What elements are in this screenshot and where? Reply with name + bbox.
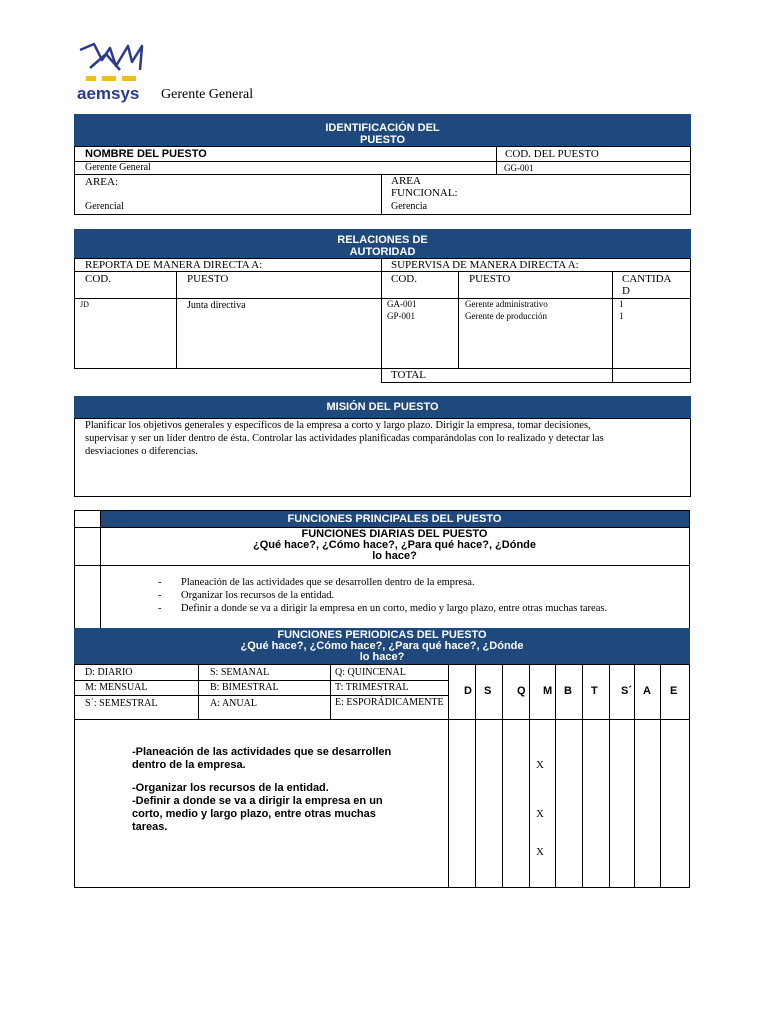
diarias-question-1: ¿Qué hace?, ¿Cómo hace?, ¿Para qué hace?, ¿Dónde (253, 539, 536, 551)
reporta-puesto-value: Junta directiva (187, 300, 246, 311)
legend-semanal: S: SEMANAL (210, 667, 270, 678)
legend-esporadicamente-text: E: ESPORÁDICAMENTE (335, 697, 444, 708)
periodicas-line-6: tareas. (132, 821, 168, 833)
periodicas-line-2: dentro de la empresa. (132, 759, 246, 771)
diarias-item-2: Organizar los recursos de la entidad. (181, 590, 335, 601)
diarias-dash-3: - (158, 603, 162, 614)
area-value: Gerencial (85, 201, 124, 212)
nombre-puesto-label: NOMBRE DEL PUESTO (85, 148, 207, 160)
freq-col-d: D (464, 685, 472, 697)
diarias-item-3: Definir a donde se va a dirigir la empresa en un corto, medio y largo plazo, entre otras muchas tareas. (181, 603, 608, 614)
legend-trimestral: T: TRIMESTRAL (335, 682, 409, 693)
freq-col-s2: S´ (621, 685, 632, 697)
freq-col-m: M (543, 685, 553, 697)
identificacion-header (74, 114, 691, 147)
nombre-puesto-value: Gerente General (85, 162, 151, 173)
freq-col-a: A (643, 685, 651, 697)
periodicas-line-3: -Organizar los recursos de la entidad. (132, 782, 329, 794)
mark-mensual-3: X (536, 846, 544, 858)
mision-line-2: supervisar y ser un líder dentro de ésta. Controlar las actividades planificadas comparándolas con lo realizado y detectar las (85, 433, 604, 444)
freq-col-t: T (591, 685, 598, 697)
periodicas-question-2: lo hace? (359, 651, 405, 663)
area-label: AREA: (85, 176, 118, 188)
cod-puesto-label: COD. DEL PUESTO (505, 148, 599, 160)
legend-diario: D: DIARIO (85, 667, 133, 678)
legend-bimestral: B: BIMESTRAL (210, 682, 279, 693)
supervisa-puesto-2: Gerente de producción (465, 311, 547, 321)
freq-col-e: E (670, 685, 678, 697)
mision-line-3: desviaciones o diferencias. (85, 446, 198, 457)
freq-col-b: B (564, 685, 572, 697)
logo-wordmark: aemsys (77, 84, 140, 103)
supervisa-puesto-1: Gerente administrativo (465, 299, 548, 309)
supervisa-cod-header: COD. (391, 273, 417, 285)
supervisa-label: SUPERVISA DE MANERA DIRECTA A: (391, 259, 579, 271)
funciones-title: FUNCIONES PRINCIPALES DEL PUESTO (287, 513, 502, 525)
mark-mensual-1: X (536, 759, 544, 771)
reporta-label: REPORTA DE MANERA DIRECTA A: (85, 259, 263, 271)
diarias-title: FUNCIONES DIARIAS DEL PUESTO (301, 528, 488, 540)
supervisa-cantidad-1: 1 (619, 299, 624, 309)
total-row (381, 368, 691, 383)
legend-mensual: M: MENSUAL (85, 682, 148, 693)
periodicas-header (74, 628, 690, 664)
area-funcional-label: AREA FUNCIONAL: (391, 175, 458, 199)
reporta-puesto-header: PUESTO (187, 273, 229, 285)
supervisa-cod-1: GA-001 (387, 299, 417, 309)
mision-line-1: Planificar los objetivos generales y específicos de la empresa a corto y largo plazo. Dirigir la empresa, tomar decisiones, (85, 420, 591, 431)
freq-col-s: S (484, 685, 492, 697)
relaciones-title: RELACIONES DE AUTORIDAD (337, 234, 428, 258)
position-title: Gerente General (161, 87, 254, 102)
periodicas-line-5: corto, medio y largo plazo, entre otras muchas (132, 808, 376, 820)
legend-quincenal: Q: QUINCENAL (335, 667, 406, 678)
legend-esporadicamente (335, 697, 445, 708)
mision-title: MISIÓN DEL PUESTO (326, 401, 439, 413)
area-funcional-value: Gerencia (391, 201, 428, 212)
mision-header (74, 396, 691, 419)
legend-anual: A: ANUAL (210, 698, 257, 709)
periodicas-line-4: -Definir a donde se va a dirigir la empresa en un (132, 795, 383, 807)
relaciones-table (74, 258, 691, 369)
freq-col-q: Q (517, 685, 526, 697)
diarias-question-2: lo hace? (372, 550, 417, 562)
cod-puesto-value: GG-001 (504, 163, 534, 173)
identificacion-title: IDENTIFICACIÓN DEL PUESTO (325, 122, 440, 146)
legend-semestral: S´: SEMESTRAL (85, 698, 158, 709)
reporta-cod-value: JD (80, 300, 89, 309)
relaciones-header (74, 229, 691, 259)
diarias-dash-1: - (158, 577, 162, 588)
periodicas-title: FUNCIONES PERIODICAS DEL PUESTO (277, 629, 487, 641)
reporta-cod-header: COD. (85, 273, 111, 285)
diarias-item-1: Planeación de las actividades que se desarrollen dentro de la empresa. (181, 577, 475, 588)
total-label: TOTAL (391, 369, 426, 381)
supervisa-cod-2: GP-001 (387, 311, 416, 321)
diarias-dash-2: - (158, 590, 162, 601)
cantidad-header: CANTIDAD (622, 273, 672, 297)
mark-mensual-2: X (536, 808, 544, 820)
periodicas-question-1: ¿Qué hace?, ¿Cómo hace?, ¿Para qué hace?, ¿Dónde (240, 640, 524, 652)
supervisa-puesto-header: PUESTO (469, 273, 511, 285)
periodicas-line-1: -Planeación de las actividades que se desarrollen (132, 746, 392, 758)
supervisa-cantidad-2: 1 (619, 311, 624, 321)
